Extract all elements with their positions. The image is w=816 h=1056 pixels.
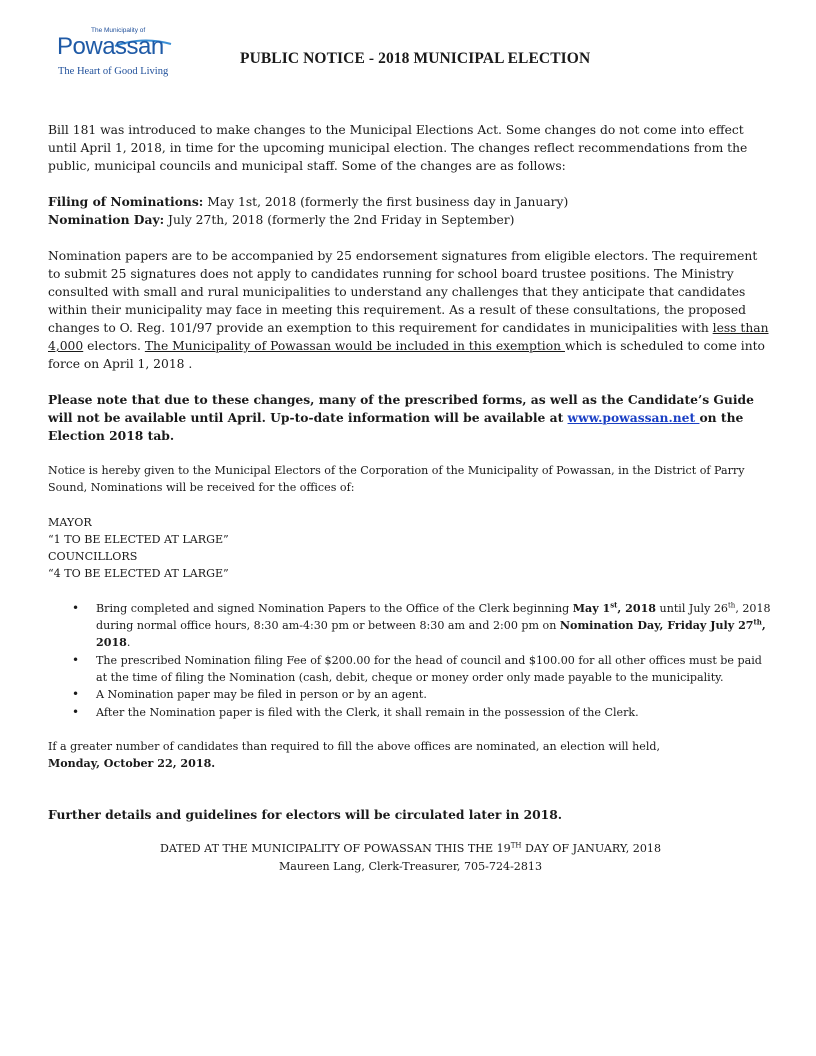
page-title: PUBLIC NOTICE - 2018 MUNICIPAL ELECTION [240, 50, 591, 67]
logo-tagline: The Heart of Good Living [58, 66, 169, 77]
filing-label: Filing of Nominations: [48, 194, 204, 209]
bullet-text: until July 26 [656, 601, 728, 615]
list-item [96, 600, 773, 652]
endorsement-exemption: The Municipality of Powassan would be included in this exemption [144, 339, 565, 353]
nomination-day-line [48, 211, 773, 229]
notice-body [48, 121, 773, 875]
forms-note-text-1: Please note that due to these changes, many of the prescribed forms, as well as the Candidate’s Guide will not be available until April. Up-to-date information will be available at [48, 392, 754, 425]
further-details: Further details and guidelines for electors will be circulated later in 2018. [48, 807, 563, 823]
logo-small-text: The Municipality of [91, 27, 146, 34]
office-councillors: COUNCILLORS [48, 550, 138, 564]
election-date: Monday, October 22, 2018. [48, 757, 216, 771]
bullet-text: , 2018 during normal office hours, 8:30 am-4:30 pm or between 8:30 am and 2:00 pm on [96, 601, 771, 633]
list-item: • A Nomination paper may be filed in person or by an agent. [96, 686, 773, 703]
dated-line [48, 840, 773, 857]
dated-block [48, 840, 773, 875]
nomination-bullets [48, 600, 773, 721]
website-link[interactable]: www.powassan.net [567, 410, 700, 425]
list-item: • The prescribed Nomination filing Fee of $200.00 for the head of council and $100.00 for all other offices must be paid at the time of filing the Nomination (cash, debit, cheque or money order only made payable to the municipality. [96, 652, 773, 687]
endorsement-paragraph [48, 247, 773, 373]
forms-note [48, 391, 773, 445]
filing-text: May 1st, 2018 (formerly the first business day in January) [203, 195, 569, 209]
forms-note-text-2: on the Election 2018 tab. [48, 410, 744, 443]
dated-text-2: DAY OF JANUARY, 2018 [521, 842, 662, 856]
bullet-bold: , 2018 [617, 601, 657, 615]
dated-sup: TH [510, 841, 522, 850]
office-mayor: MAYOR [48, 515, 92, 529]
bullet-bold: , 2018 [96, 619, 766, 650]
municipality-logo [55, 27, 180, 81]
list-item: • After the Nomination paper is filed with the Clerk, it shall remain in the possession of the Clerk. [96, 704, 773, 721]
bullet-sup: th [727, 601, 736, 610]
notice-paragraph: Notice is hereby given to the Municipal Electors of the Corporation of the Municipality of Powassan, in the District of Parry Sound, Nominations will be received for the offices of: [48, 464, 745, 495]
bullet-bold: Nomination Day, Friday July 27 [559, 619, 754, 633]
bullet-text: Bring completed and signed Nomination Papers to the Office of the Clerk beginning [96, 601, 573, 615]
intro-paragraph: Bill 181 was introduced to make changes to the Municipal Elections Act. Some changes do not come into effect until April 1, 2018, in time for the upcoming municipal election. The changes reflect recommendations from the public, municipal councils and municipal staff. Some of the changes are as follows: [48, 123, 748, 173]
bullet-sup: th [753, 617, 762, 627]
nomination-day-label: Nomination Day: [48, 212, 165, 227]
dated-text-1: DATED AT THE MUNICIPALITY OF POWASSAN THIS THE 19 [159, 842, 511, 856]
election-text: If a greater number of candidates than required to fill the above offices are nominated, an election will held, [48, 739, 660, 753]
bullet-sup: st [610, 600, 618, 610]
endorsement-text-2: electors. [83, 339, 145, 353]
endorsement-threshold: less than 4,000 [48, 321, 769, 353]
signature-line: Maureen Lang, Clerk-Treasurer, 705-724-2813 [278, 859, 543, 873]
bullet-text: . [126, 636, 131, 650]
office-mayor-count: “1 TO BE ELECTED AT LARGE” [48, 532, 229, 546]
endorsement-text-1: Nomination papers are to be accompanied by 25 endorsement signatures from eligible electors. The requirement to submit 25 signatures does not apply to candidates running for school board trustee positions. The Ministry consulted with small and rural municipalities to understand any challenges that they anticipate that candidates within their municipality may face in meeting this requirement. As a result of these consultations, the proposed changes to O. Reg. 101/97 provide an exemption to this requirement for candidates in municipalities with [48, 249, 758, 335]
nomination-day-text: July 27th, 2018 (formerly the 2nd Friday in September) [164, 213, 515, 227]
filing-line [48, 193, 773, 211]
endorsement-text-3: which is scheduled to come into force on April 1, 2018 . [48, 339, 765, 371]
bullet-bold: May 1 [572, 601, 611, 615]
office-councillors-count: “4 TO BE ELECTED AT LARGE” [48, 567, 229, 581]
logo-name: Powassan [57, 33, 164, 60]
